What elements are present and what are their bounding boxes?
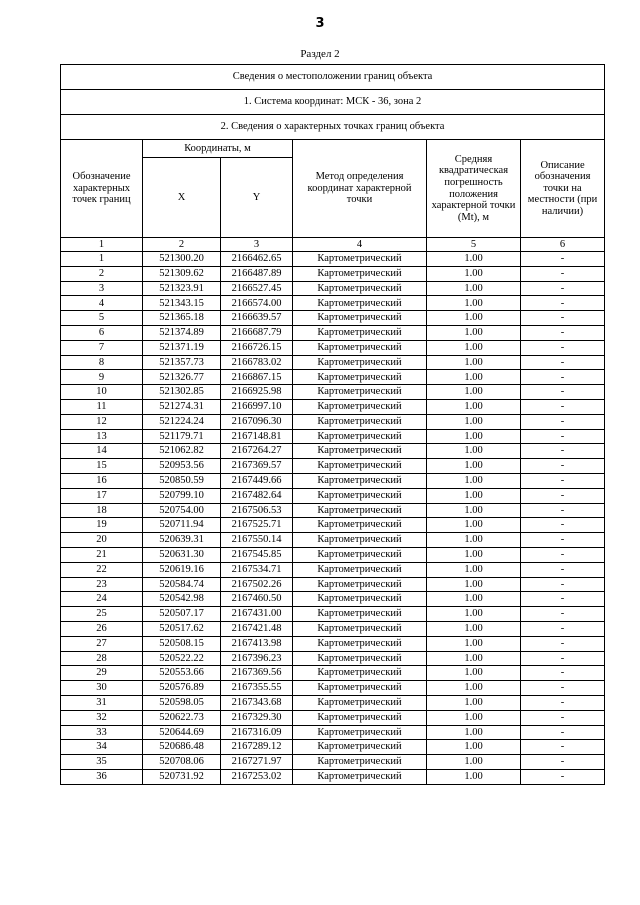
method-cell: Картометрический [293, 296, 427, 311]
method-cell: Картометрический [293, 488, 427, 503]
coord-y-cell: 2166574.00 [221, 296, 293, 311]
column-number: 2 [143, 238, 221, 252]
table-row [61, 311, 605, 326]
point-id-cell: 7 [61, 340, 143, 355]
method-cell: Картометрический [293, 562, 427, 577]
coord-y-cell: 2167482.64 [221, 488, 293, 503]
coord-x-cell: 521323.91 [143, 281, 221, 296]
table-row [61, 577, 605, 592]
coord-x-cell: 520799.10 [143, 488, 221, 503]
method-cell: Картометрический [293, 281, 427, 296]
description-cell: - [521, 266, 605, 281]
description-cell: - [521, 607, 605, 622]
point-id-cell: 27 [61, 636, 143, 651]
column-number: 3 [221, 238, 293, 252]
column-number: 1 [61, 238, 143, 252]
description-cell: - [521, 666, 605, 681]
point-id-cell: 4 [61, 296, 143, 311]
coord-x-cell: 521179.71 [143, 429, 221, 444]
table-row [61, 695, 605, 710]
method-cell: Картометрический [293, 695, 427, 710]
method-cell: Картометрический [293, 621, 427, 636]
coord-x-cell: 520731.92 [143, 769, 221, 784]
header-y: Y [221, 158, 293, 238]
header-designation: Обозначение характерных точек границ [61, 140, 143, 238]
points-heading: 2. Сведения о характерных точках границ объекта [61, 115, 605, 140]
point-id-cell: 8 [61, 355, 143, 370]
point-id-cell: 22 [61, 562, 143, 577]
table-row [61, 459, 605, 474]
coord-x-cell: 521300.20 [143, 252, 221, 267]
accuracy-cell: 1.00 [427, 621, 521, 636]
accuracy-cell: 1.00 [427, 266, 521, 281]
header-method: Метод определения координат характерной точки [293, 140, 427, 238]
header-coordinates: Координаты, м [143, 140, 293, 158]
coord-y-cell: 2167369.57 [221, 459, 293, 474]
coord-y-cell: 2166687.79 [221, 325, 293, 340]
description-cell: - [521, 399, 605, 414]
accuracy-cell: 1.00 [427, 681, 521, 696]
accuracy-cell: 1.00 [427, 592, 521, 607]
table-row [61, 473, 605, 488]
accuracy-cell: 1.00 [427, 340, 521, 355]
coord-y-cell: 2166925.98 [221, 385, 293, 400]
coord-x-cell: 521062.82 [143, 444, 221, 459]
description-cell: - [521, 621, 605, 636]
accuracy-cell: 1.00 [427, 725, 521, 740]
table-row [61, 340, 605, 355]
point-id-cell: 19 [61, 518, 143, 533]
table-row [61, 651, 605, 666]
description-cell: - [521, 592, 605, 607]
coord-x-cell: 520553.66 [143, 666, 221, 681]
description-cell: - [521, 429, 605, 444]
coord-x-cell: 520507.17 [143, 607, 221, 622]
table-row [61, 769, 605, 784]
accuracy-cell: 1.00 [427, 252, 521, 267]
coord-y-cell: 2167460.50 [221, 592, 293, 607]
method-cell: Картометрический [293, 681, 427, 696]
point-id-cell: 26 [61, 621, 143, 636]
method-cell: Картометрический [293, 459, 427, 474]
point-id-cell: 28 [61, 651, 143, 666]
coord-y-cell: 2166867.15 [221, 370, 293, 385]
coord-x-cell: 520508.15 [143, 636, 221, 651]
description-cell: - [521, 444, 605, 459]
method-cell: Картометрический [293, 503, 427, 518]
coord-y-cell: 2167449.66 [221, 473, 293, 488]
method-cell: Картометрический [293, 666, 427, 681]
point-id-cell: 11 [61, 399, 143, 414]
method-cell: Картометрический [293, 325, 427, 340]
method-cell: Картометрический [293, 444, 427, 459]
coord-x-cell: 520522.22 [143, 651, 221, 666]
accuracy-cell: 1.00 [427, 533, 521, 548]
method-cell: Картометрический [293, 755, 427, 770]
description-cell: - [521, 252, 605, 267]
description-cell: - [521, 311, 605, 326]
accuracy-cell: 1.00 [427, 473, 521, 488]
table-row [61, 710, 605, 725]
description-cell: - [521, 488, 605, 503]
description-cell: - [521, 518, 605, 533]
description-cell: - [521, 755, 605, 770]
coord-y-cell: 2166783.02 [221, 355, 293, 370]
coord-x-cell: 521365.18 [143, 311, 221, 326]
table-row [61, 740, 605, 755]
method-cell: Картометрический [293, 385, 427, 400]
coord-y-cell: 2166726.15 [221, 340, 293, 355]
description-cell: - [521, 681, 605, 696]
table-row [61, 325, 605, 340]
method-cell: Картометрический [293, 399, 427, 414]
coord-y-cell: 2166527.45 [221, 281, 293, 296]
description-cell: - [521, 710, 605, 725]
coord-y-cell: 2166639.57 [221, 311, 293, 326]
accuracy-cell: 1.00 [427, 710, 521, 725]
coord-y-cell: 2166462.65 [221, 252, 293, 267]
description-cell: - [521, 370, 605, 385]
point-id-cell: 15 [61, 459, 143, 474]
coord-x-cell: 521224.24 [143, 414, 221, 429]
accuracy-cell: 1.00 [427, 488, 521, 503]
coord-y-cell: 2167264.27 [221, 444, 293, 459]
coord-y-cell: 2167431.00 [221, 607, 293, 622]
point-id-cell: 30 [61, 681, 143, 696]
coord-x-cell: 520622.73 [143, 710, 221, 725]
boundary-points-table [60, 64, 605, 785]
table-row [61, 399, 605, 414]
point-id-cell: 31 [61, 695, 143, 710]
description-cell: - [521, 740, 605, 755]
coord-y-cell: 2167096.30 [221, 414, 293, 429]
method-cell: Картометрический [293, 355, 427, 370]
method-cell: Картометрический [293, 340, 427, 355]
accuracy-cell: 1.00 [427, 740, 521, 755]
coord-x-cell: 520584.74 [143, 577, 221, 592]
table-row [61, 562, 605, 577]
coord-x-cell: 520711.94 [143, 518, 221, 533]
coord-x-cell: 520598.05 [143, 695, 221, 710]
method-cell: Картометрический [293, 311, 427, 326]
table-row [61, 666, 605, 681]
description-cell: - [521, 577, 605, 592]
coord-y-cell: 2167502.26 [221, 577, 293, 592]
accuracy-cell: 1.00 [427, 607, 521, 622]
table-row [61, 725, 605, 740]
accuracy-cell: 1.00 [427, 503, 521, 518]
table-row [61, 370, 605, 385]
method-cell: Картометрический [293, 429, 427, 444]
accuracy-cell: 1.00 [427, 459, 521, 474]
point-id-cell: 33 [61, 725, 143, 740]
point-id-cell: 13 [61, 429, 143, 444]
method-cell: Картометрический [293, 518, 427, 533]
table-row [61, 296, 605, 311]
table-row [61, 414, 605, 429]
point-id-cell: 12 [61, 414, 143, 429]
description-cell: - [521, 459, 605, 474]
coord-x-cell: 521274.31 [143, 399, 221, 414]
coord-x-cell: 520576.89 [143, 681, 221, 696]
coord-y-cell: 2167534.71 [221, 562, 293, 577]
description-cell: - [521, 547, 605, 562]
coord-y-cell: 2167369.56 [221, 666, 293, 681]
coord-y-cell: 2167396.23 [221, 651, 293, 666]
table-row [61, 607, 605, 622]
coord-x-cell: 520953.56 [143, 459, 221, 474]
point-id-cell: 29 [61, 666, 143, 681]
accuracy-cell: 1.00 [427, 355, 521, 370]
method-cell: Картометрический [293, 370, 427, 385]
table-row [61, 355, 605, 370]
table-row [61, 533, 605, 548]
point-id-cell: 21 [61, 547, 143, 562]
accuracy-cell: 1.00 [427, 414, 521, 429]
method-cell: Картометрический [293, 266, 427, 281]
page-number: 3 [315, 16, 325, 31]
description-cell: - [521, 340, 605, 355]
coord-x-cell: 520619.16 [143, 562, 221, 577]
coord-y-cell: 2167271.97 [221, 755, 293, 770]
description-cell: - [521, 725, 605, 740]
header-x: X [143, 158, 221, 238]
coord-y-cell: 2167329.30 [221, 710, 293, 725]
method-cell: Картометрический [293, 740, 427, 755]
table-row [61, 621, 605, 636]
coord-y-cell: 2167148.81 [221, 429, 293, 444]
description-cell: - [521, 355, 605, 370]
method-cell: Картометрический [293, 414, 427, 429]
accuracy-cell: 1.00 [427, 695, 521, 710]
accuracy-cell: 1.00 [427, 755, 521, 770]
description-cell: - [521, 695, 605, 710]
method-cell: Картометрический [293, 769, 427, 784]
table-row [61, 636, 605, 651]
point-id-cell: 35 [61, 755, 143, 770]
column-number: 6 [521, 238, 605, 252]
coord-y-cell: 2167545.85 [221, 547, 293, 562]
coord-y-cell: 2167413.98 [221, 636, 293, 651]
method-cell: Картометрический [293, 473, 427, 488]
coord-y-cell: 2167343.68 [221, 695, 293, 710]
description-cell: - [521, 636, 605, 651]
accuracy-cell: 1.00 [427, 385, 521, 400]
point-id-cell: 25 [61, 607, 143, 622]
coord-y-cell: 2167253.02 [221, 769, 293, 784]
point-id-cell: 2 [61, 266, 143, 281]
coord-y-cell: 2167355.55 [221, 681, 293, 696]
point-id-cell: 3 [61, 281, 143, 296]
description-cell: - [521, 769, 605, 784]
table-row [61, 592, 605, 607]
table-row [61, 429, 605, 444]
accuracy-cell: 1.00 [427, 769, 521, 784]
point-id-cell: 16 [61, 473, 143, 488]
coord-y-cell: 2167506.53 [221, 503, 293, 518]
table-row [61, 266, 605, 281]
coord-y-cell: 2167421.48 [221, 621, 293, 636]
description-cell: - [521, 533, 605, 548]
coord-x-cell: 520542.98 [143, 592, 221, 607]
point-id-cell: 32 [61, 710, 143, 725]
accuracy-cell: 1.00 [427, 651, 521, 666]
coord-x-cell: 520644.69 [143, 725, 221, 740]
coord-y-cell: 2166997.10 [221, 399, 293, 414]
accuracy-cell: 1.00 [427, 577, 521, 592]
point-id-cell: 14 [61, 444, 143, 459]
coordinate-system: 1. Система координат: МСК - 36, зона 2 [61, 90, 605, 115]
method-cell: Картометрический [293, 577, 427, 592]
method-cell: Картометрический [293, 651, 427, 666]
coord-y-cell: 2167316.09 [221, 725, 293, 740]
accuracy-cell: 1.00 [427, 370, 521, 385]
table-row [61, 385, 605, 400]
point-id-cell: 9 [61, 370, 143, 385]
method-cell: Картометрический [293, 607, 427, 622]
accuracy-cell: 1.00 [427, 562, 521, 577]
method-cell: Картометрический [293, 252, 427, 267]
method-cell: Картометрический [293, 725, 427, 740]
coord-x-cell: 520850.59 [143, 473, 221, 488]
table-row [61, 503, 605, 518]
point-id-cell: 24 [61, 592, 143, 607]
method-cell: Картометрический [293, 533, 427, 548]
method-cell: Картометрический [293, 592, 427, 607]
column-number: 5 [427, 238, 521, 252]
coord-x-cell: 521343.15 [143, 296, 221, 311]
accuracy-cell: 1.00 [427, 547, 521, 562]
section-title: Раздел 2 [300, 48, 340, 60]
accuracy-cell: 1.00 [427, 399, 521, 414]
method-cell: Картометрический [293, 710, 427, 725]
description-cell: - [521, 385, 605, 400]
table-row [61, 252, 605, 267]
column-number: 4 [293, 238, 427, 252]
table-row [61, 547, 605, 562]
coord-x-cell: 521374.89 [143, 325, 221, 340]
coord-x-cell: 521326.77 [143, 370, 221, 385]
accuracy-cell: 1.00 [427, 666, 521, 681]
table-row [61, 518, 605, 533]
coord-x-cell: 520639.31 [143, 533, 221, 548]
accuracy-cell: 1.00 [427, 518, 521, 533]
coord-y-cell: 2167525.71 [221, 518, 293, 533]
point-id-cell: 1 [61, 252, 143, 267]
point-id-cell: 23 [61, 577, 143, 592]
table-row [61, 681, 605, 696]
coord-x-cell: 521357.73 [143, 355, 221, 370]
coord-x-cell: 521371.19 [143, 340, 221, 355]
accuracy-cell: 1.00 [427, 636, 521, 651]
point-id-cell: 18 [61, 503, 143, 518]
table-row [61, 488, 605, 503]
coord-x-cell: 520754.00 [143, 503, 221, 518]
point-id-cell: 20 [61, 533, 143, 548]
accuracy-cell: 1.00 [427, 429, 521, 444]
description-cell: - [521, 503, 605, 518]
coord-x-cell: 520631.30 [143, 547, 221, 562]
point-id-cell: 5 [61, 311, 143, 326]
coord-y-cell: 2167289.12 [221, 740, 293, 755]
accuracy-cell: 1.00 [427, 281, 521, 296]
description-cell: - [521, 414, 605, 429]
coord-x-cell: 521302.85 [143, 385, 221, 400]
method-cell: Картометрический [293, 636, 427, 651]
point-id-cell: 36 [61, 769, 143, 784]
accuracy-cell: 1.00 [427, 296, 521, 311]
description-cell: - [521, 562, 605, 577]
coord-y-cell: 2166487.89 [221, 266, 293, 281]
description-cell: - [521, 296, 605, 311]
coord-y-cell: 2167550.14 [221, 533, 293, 548]
description-cell: - [521, 325, 605, 340]
table-row [61, 755, 605, 770]
accuracy-cell: 1.00 [427, 311, 521, 326]
table-row [61, 281, 605, 296]
description-cell: - [521, 281, 605, 296]
coord-x-cell: 520686.48 [143, 740, 221, 755]
coord-x-cell: 520517.62 [143, 621, 221, 636]
accuracy-cell: 1.00 [427, 325, 521, 340]
point-id-cell: 10 [61, 385, 143, 400]
point-id-cell: 34 [61, 740, 143, 755]
accuracy-cell: 1.00 [427, 444, 521, 459]
header-accuracy: Средняя квадратическая погрешность положения характерной точки (Mt), м [427, 140, 521, 238]
description-cell: - [521, 651, 605, 666]
point-id-cell: 6 [61, 325, 143, 340]
header-description: Описание обозначения точки на местности (при наличии) [521, 140, 605, 238]
table-row [61, 444, 605, 459]
point-id-cell: 17 [61, 488, 143, 503]
description-cell: - [521, 473, 605, 488]
coord-x-cell: 521309.62 [143, 266, 221, 281]
table-title: Сведения о местоположении границ объекта [61, 65, 605, 90]
method-cell: Картометрический [293, 547, 427, 562]
coord-x-cell: 520708.06 [143, 755, 221, 770]
